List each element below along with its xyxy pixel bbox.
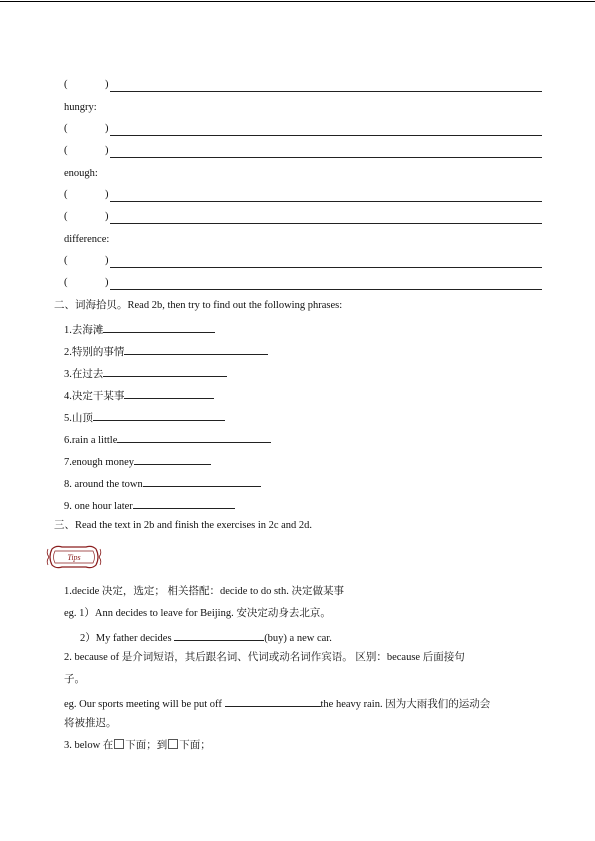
close-paren: ) xyxy=(105,255,109,266)
square-icon xyxy=(114,739,124,749)
answer-line xyxy=(64,211,542,225)
phrase-text: 4.决定干某事 xyxy=(64,391,125,402)
phrase-text: 7.enough money xyxy=(64,457,134,468)
section3-title: 三、Read the text in 2b and finish the exercises in 2c and 2d. xyxy=(54,520,313,531)
note-because-of-cont: 子。 xyxy=(64,674,85,685)
open-paren: ( xyxy=(64,211,68,222)
note-below xyxy=(64,739,211,753)
phrase-item xyxy=(64,453,211,470)
tips-badge-icon xyxy=(46,543,102,571)
close-paren: ) xyxy=(105,145,109,156)
close-paren: ) xyxy=(105,123,109,134)
phrase-text: 9. one hour later xyxy=(64,501,133,512)
phrase-text: 1.去海滩 xyxy=(64,325,104,336)
open-paren: ( xyxy=(64,277,68,288)
blank-line xyxy=(110,91,542,92)
phrase-item xyxy=(64,365,227,382)
example-text: the heavy rain. 因为大雨我们的运动会 xyxy=(320,699,491,710)
tips-badge-label: Tips xyxy=(67,553,81,562)
phrase-item xyxy=(64,497,235,514)
close-paren: ) xyxy=(105,189,109,200)
open-paren: ( xyxy=(64,79,68,90)
fill-blank[interactable] xyxy=(225,695,321,707)
answer-line xyxy=(64,189,542,203)
close-paren: ) xyxy=(105,79,109,90)
fill-blank[interactable] xyxy=(134,453,211,465)
fill-blank[interactable] xyxy=(117,431,271,443)
phrase-item xyxy=(64,409,225,426)
open-paren: ( xyxy=(64,189,68,200)
fill-blank[interactable] xyxy=(103,321,215,333)
phrase-text: 5.山顶 xyxy=(64,413,93,424)
word-difference: difference: xyxy=(64,234,110,245)
example-text: (buy) a new car. xyxy=(264,633,332,644)
blank-line xyxy=(110,223,542,224)
note-text: 下面；到 xyxy=(125,740,168,751)
answer-line xyxy=(64,255,542,269)
blank-line xyxy=(110,157,542,158)
answer-line xyxy=(64,277,542,291)
phrase-text: 2.特别的事情 xyxy=(64,347,125,358)
word-enough: enough: xyxy=(64,168,98,179)
open-paren: ( xyxy=(64,123,68,134)
phrase-item xyxy=(64,343,268,360)
blank-line xyxy=(110,267,542,268)
blank-line xyxy=(110,289,542,290)
blank-line xyxy=(110,201,542,202)
phrase-text: 3.在过去 xyxy=(64,369,104,380)
open-paren: ( xyxy=(64,145,68,156)
phrase-text: 8. around the town xyxy=(64,479,143,490)
fill-blank[interactable] xyxy=(103,365,227,377)
fill-blank[interactable] xyxy=(143,475,261,487)
note-decide-example1: eg. 1）Ann decides to leave for Beijing. 安决定动身去北京。 xyxy=(64,608,331,619)
fill-blank[interactable] xyxy=(124,387,214,399)
note-because-of-example xyxy=(64,695,490,712)
phrase-item xyxy=(64,387,214,404)
example-text: eg. Our sports meeting will be put off xyxy=(64,699,225,710)
answer-line xyxy=(64,145,542,159)
phrase-item xyxy=(64,431,271,448)
answer-line xyxy=(64,123,542,137)
fill-blank[interactable] xyxy=(124,343,268,355)
note-decide: 1.decide 决定，选定； 相关搭配：decide to do sth. 决定做某事 xyxy=(64,586,344,597)
answer-line xyxy=(64,79,542,93)
fill-blank[interactable] xyxy=(174,629,264,641)
fill-blank[interactable] xyxy=(133,497,235,509)
note-text: 下面； xyxy=(179,740,211,751)
open-paren: ( xyxy=(64,255,68,266)
phrase-item xyxy=(64,321,215,338)
blank-line xyxy=(110,135,542,136)
word-hungry: hungry: xyxy=(64,102,97,113)
note-text: 3. below 在 xyxy=(64,740,114,751)
section2-title: 二、词海拾贝。Read 2b, then try to find out the following phrases: xyxy=(54,300,343,311)
phrase-text: 6.rain a little xyxy=(64,435,118,446)
fill-blank[interactable] xyxy=(93,409,225,421)
note-because-of-example-cont: 将被推迟。 xyxy=(64,718,117,729)
close-paren: ) xyxy=(105,211,109,222)
note-because-of: 2. because of 是介词短语，其后跟名词、代词或动名词作宾语。 区别：because 后面接句 xyxy=(64,652,465,663)
example-text: 2）My father decides xyxy=(80,633,175,644)
square-icon xyxy=(168,739,178,749)
note-decide-example2 xyxy=(80,629,332,646)
phrase-item xyxy=(64,475,261,492)
close-paren: ) xyxy=(105,277,109,288)
page-top-border xyxy=(0,1,595,2)
